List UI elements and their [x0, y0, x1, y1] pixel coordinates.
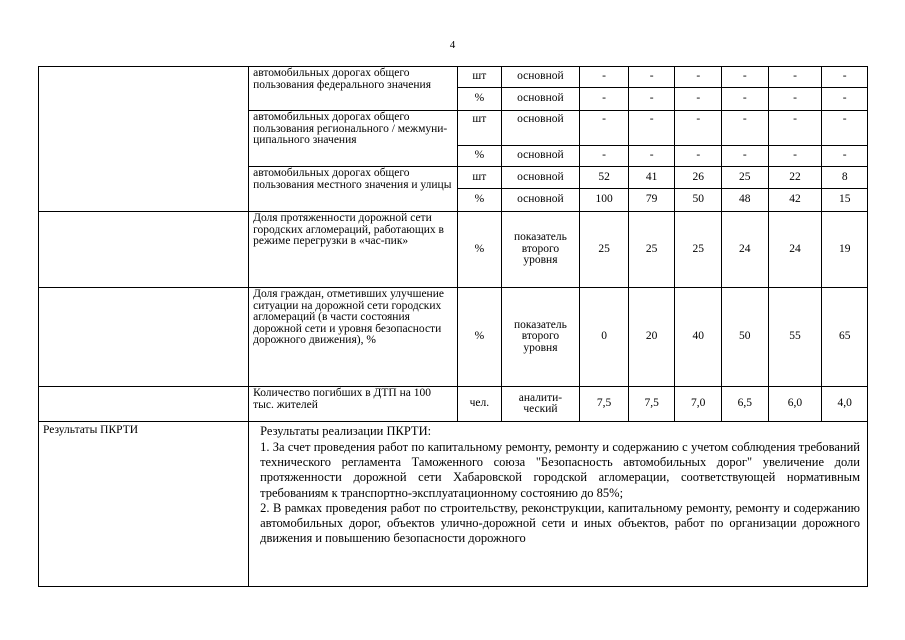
value-cell: - — [822, 111, 868, 146]
unit-cell: % — [458, 88, 501, 111]
value-cell: - — [722, 67, 769, 88]
value-cell: 40 — [675, 288, 722, 387]
value-cell: - — [822, 88, 868, 111]
value-cell: 25 — [580, 212, 629, 288]
value-cell: 25 — [628, 212, 675, 288]
table-row — [39, 422, 868, 587]
value-cell: 55 — [768, 288, 822, 387]
value-cell: 7,5 — [580, 387, 629, 422]
indicator-description: Количество погибших в ДТП на 100 тыс. жителей — [249, 387, 458, 422]
value-cell: - — [675, 146, 722, 167]
type-cell: показатель второго уровня — [501, 212, 580, 288]
value-cell: - — [628, 146, 675, 167]
value-cell: - — [580, 146, 629, 167]
unit-cell: % — [458, 146, 501, 167]
value-cell: 19 — [822, 212, 868, 288]
page-number: 4 — [449, 39, 456, 51]
value-cell: 100 — [580, 189, 629, 212]
indicator-description: автомобильных дорогах общего пользования федерального значения — [249, 67, 458, 111]
value-cell: 6,0 — [768, 387, 822, 422]
table-row — [39, 288, 868, 387]
results-paragraph: 2. В рамках проведения работ по строительству, реконструкции, капитальному ремонту, ремонту и содержанию автомобильных дорог, объектов улично-дорожной сети и иных объектов, работ по организации дорожного движения и повышению безопасности дорожного — [260, 500, 860, 546]
type-cell: основной — [501, 146, 580, 167]
unit-cell: шт — [458, 167, 501, 189]
table-row — [39, 387, 868, 422]
value-cell: - — [580, 111, 629, 146]
value-cell: 7,0 — [675, 387, 722, 422]
unit-cell: % — [458, 189, 501, 212]
value-cell: - — [675, 88, 722, 111]
unit-cell: шт — [458, 67, 501, 88]
value-cell: 41 — [628, 167, 675, 189]
results-label: Результаты ПКРТИ — [39, 422, 249, 587]
value-cell: 20 — [628, 288, 675, 387]
type-cell: основной — [501, 88, 580, 111]
results-title: Результаты реализации ПКРТИ: — [260, 424, 432, 438]
value-cell: - — [580, 88, 629, 111]
value-cell: 24 — [722, 212, 769, 288]
value-cell: - — [675, 111, 722, 146]
value-cell: 79 — [628, 189, 675, 212]
value-cell: - — [768, 146, 822, 167]
left-label-empty — [39, 67, 249, 212]
indicator-description: Доля протяженности дорожной сети городских агломераций, работающих в режиме перегрузки в «час-пик» — [249, 212, 458, 288]
table-row — [39, 212, 868, 288]
value-cell: - — [822, 146, 868, 167]
value-cell: 25 — [722, 167, 769, 189]
unit-cell: % — [458, 288, 501, 387]
value-cell: - — [768, 111, 822, 146]
type-cell: аналити-ческий — [501, 387, 580, 422]
unit-cell: шт — [458, 111, 501, 146]
results-paragraph: 1. За счет проведения работ по капитальному ремонту, ремонту и содержанию с учетом соблюдения требований технического регламента Таможенного союза "Безопасность автомобильных дорог" увеличение доли протяженности дорожной сети Хабаровской городской агломерации, соответствующей нормативным требованиям к транспортно-эксплуатационному состоянию до 85%; — [260, 440, 860, 500]
value-cell: 48 — [722, 189, 769, 212]
type-cell: основной — [501, 111, 580, 146]
results-cell — [249, 422, 868, 587]
value-cell: - — [722, 88, 769, 111]
value-cell: 25 — [675, 212, 722, 288]
unit-cell: чел. — [458, 387, 501, 422]
value-cell: - — [675, 67, 722, 88]
value-cell: - — [628, 111, 675, 146]
unit-cell: % — [458, 212, 501, 288]
value-cell: 42 — [768, 189, 822, 212]
value-cell: 6,5 — [722, 387, 769, 422]
value-cell: - — [628, 67, 675, 88]
value-cell: 22 — [768, 167, 822, 189]
value-cell: 52 — [580, 167, 629, 189]
indicator-description: автомобильных дорогах общего пользования регионального / межмуни-ципального значения — [249, 111, 458, 167]
value-cell: 50 — [722, 288, 769, 387]
indicator-description: Доля граждан, отметивших улучшение ситуации на дорожной сети городских агломераций (в части состояния дорожной сети и уровня безопасности дорожного движения), % — [249, 288, 458, 387]
type-cell: показатель второго уровня — [501, 288, 580, 387]
left-label-empty — [39, 387, 249, 422]
indicator-description: автомобильных дорогах общего пользования местного значения и улицы — [249, 167, 458, 212]
value-cell: - — [768, 67, 822, 88]
value-cell: 50 — [675, 189, 722, 212]
value-cell: 4,0 — [822, 387, 868, 422]
indicators-table — [38, 66, 868, 587]
type-cell: основной — [501, 67, 580, 88]
type-cell: основной — [501, 189, 580, 212]
table-row — [39, 67, 868, 88]
value-cell: 15 — [822, 189, 868, 212]
value-cell: - — [628, 88, 675, 111]
type-cell: основной — [501, 167, 580, 189]
value-cell: 26 — [675, 167, 722, 189]
left-label-empty — [39, 212, 249, 288]
value-cell: 8 — [822, 167, 868, 189]
value-cell: - — [580, 67, 629, 88]
value-cell: - — [822, 67, 868, 88]
left-label-empty — [39, 288, 249, 387]
value-cell: - — [722, 146, 769, 167]
value-cell: 65 — [822, 288, 868, 387]
value-cell: 7,5 — [628, 387, 675, 422]
value-cell: 24 — [768, 212, 822, 288]
value-cell: 0 — [580, 288, 629, 387]
value-cell: - — [722, 111, 769, 146]
value-cell: - — [768, 88, 822, 111]
